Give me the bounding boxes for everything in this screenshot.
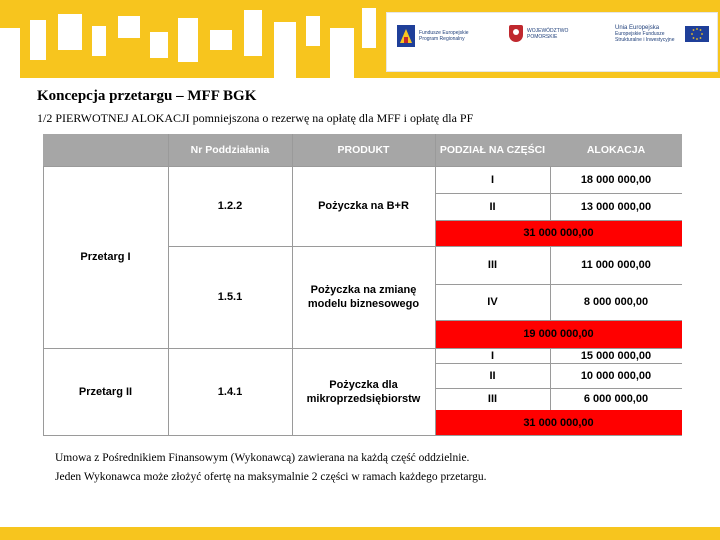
header-produkt: PRODUKT bbox=[292, 134, 435, 166]
fundusze-europejskie-icon bbox=[397, 25, 415, 47]
amount-cell: 6 000 000,00 bbox=[583, 393, 649, 405]
total-cell: 31 000 000,00 bbox=[435, 410, 682, 436]
grid-line bbox=[435, 284, 682, 285]
przetarg-label: Przetarg I bbox=[80, 251, 131, 263]
nr-poddzialania-cell: 1.4.1 bbox=[217, 386, 243, 398]
grid-line bbox=[435, 388, 682, 389]
total-cell: 19 000 000,00 bbox=[435, 320, 682, 348]
logo-text: Unia Europejska bbox=[615, 25, 660, 31]
amount-cell: 15 000 000,00 bbox=[580, 349, 652, 362]
logo-text: WOJEWÓDZTWO POMORSKIE bbox=[527, 27, 569, 40]
decor-shape bbox=[118, 16, 140, 38]
amount-cell: 13 000 000,00 bbox=[580, 200, 652, 213]
produkt-cell: Pożyczka na B+R bbox=[318, 200, 409, 212]
page-subtitle: 1/2 PIERWOTNEJ ALOKACJI pomniejszona o rezerwę na opłatę dla MFF i opłatę dla PF bbox=[37, 111, 474, 125]
grid-line bbox=[168, 134, 169, 436]
decor-shape bbox=[306, 16, 320, 46]
grid-line bbox=[43, 166, 682, 167]
part-cell: III bbox=[487, 259, 498, 271]
page-title: Koncepcja przetargu – MFF BGK bbox=[37, 88, 257, 104]
grid-line bbox=[292, 134, 293, 436]
grid-line bbox=[435, 363, 682, 364]
decor-shape bbox=[244, 10, 262, 56]
decor-shape bbox=[58, 14, 82, 50]
nr-poddzialania-cell: 1.5.1 bbox=[217, 291, 243, 303]
total-cell: 31 000 000,00 bbox=[435, 220, 682, 246]
logo-unia-europejska bbox=[615, 25, 709, 43]
decor-shape bbox=[274, 22, 296, 78]
header-blank-cell bbox=[43, 134, 168, 166]
amount-cell: 10 000 000,00 bbox=[580, 369, 652, 382]
decor-shape bbox=[92, 26, 106, 56]
przetarg-label: Przetarg II bbox=[78, 386, 133, 398]
bottom-band bbox=[0, 527, 720, 540]
grid-line bbox=[43, 348, 682, 349]
decor-shape bbox=[30, 20, 46, 60]
amount-cell: 11 000 000,00 bbox=[581, 259, 651, 271]
decor-shape bbox=[150, 32, 168, 58]
decor-shape bbox=[362, 8, 376, 48]
eu-flag-icon bbox=[685, 26, 709, 42]
grid-line bbox=[43, 166, 44, 436]
grid-line bbox=[435, 134, 436, 436]
logo-fundusze-europejskie bbox=[397, 25, 468, 47]
logo-text: Fundusze Europejskie bbox=[419, 30, 469, 36]
part-cell: III bbox=[487, 393, 498, 405]
coat-of-arms-icon bbox=[509, 25, 523, 42]
header-alokacja: ALOKACJA bbox=[550, 134, 682, 166]
logos-panel bbox=[386, 12, 718, 72]
grid-line bbox=[435, 320, 682, 321]
grid-line bbox=[168, 246, 682, 247]
nr-poddzialania-cell: 1.2.2 bbox=[217, 200, 243, 212]
header-nr-poddzialania: Nr Poddziałania bbox=[168, 134, 292, 166]
footer-note: Jeden Wykonawca może złożyć ofertę na maksymalnie 2 części w ramach każdego przetargu. bbox=[55, 471, 487, 483]
logo-subtext: Program Regionalny bbox=[419, 36, 465, 42]
part-cell: II bbox=[489, 200, 496, 213]
decor-shape bbox=[330, 28, 354, 78]
grid-line bbox=[550, 348, 551, 410]
amount-cell: 18 000 000,00 bbox=[580, 173, 652, 186]
grid-line bbox=[435, 220, 682, 221]
decor-shape bbox=[210, 30, 232, 50]
part-cell: IV bbox=[487, 296, 498, 308]
header-band bbox=[0, 0, 720, 78]
header-podzial: PODZIAŁ NA CZĘŚCI bbox=[435, 134, 550, 166]
grid-line bbox=[550, 246, 551, 320]
grid-line bbox=[435, 193, 682, 194]
produkt-cell: Pożyczka dla mikroprzedsiębiorstw bbox=[306, 379, 421, 405]
part-cell: II bbox=[489, 369, 496, 382]
decor-shape bbox=[178, 18, 198, 62]
amount-cell: 8 000 000,00 bbox=[583, 296, 649, 308]
logo-subtext: Europejskie Fundusze Strukturalne i Inwestycyjne bbox=[615, 31, 675, 43]
part-cell: I bbox=[490, 173, 495, 186]
part-cell: I bbox=[490, 349, 495, 362]
decor-shape bbox=[0, 28, 20, 78]
footer-note: Umowa z Pośrednikiem Finansowym (Wykonawcą) zawierana na każdą część oddzielnie. bbox=[55, 452, 470, 464]
allocation-table bbox=[43, 134, 682, 436]
logo-wojewodztwo-pomorskie bbox=[509, 25, 597, 42]
produkt-cell: Pożyczka na zmianę modelu biznesowego bbox=[307, 284, 420, 310]
grid-line bbox=[43, 435, 682, 436]
